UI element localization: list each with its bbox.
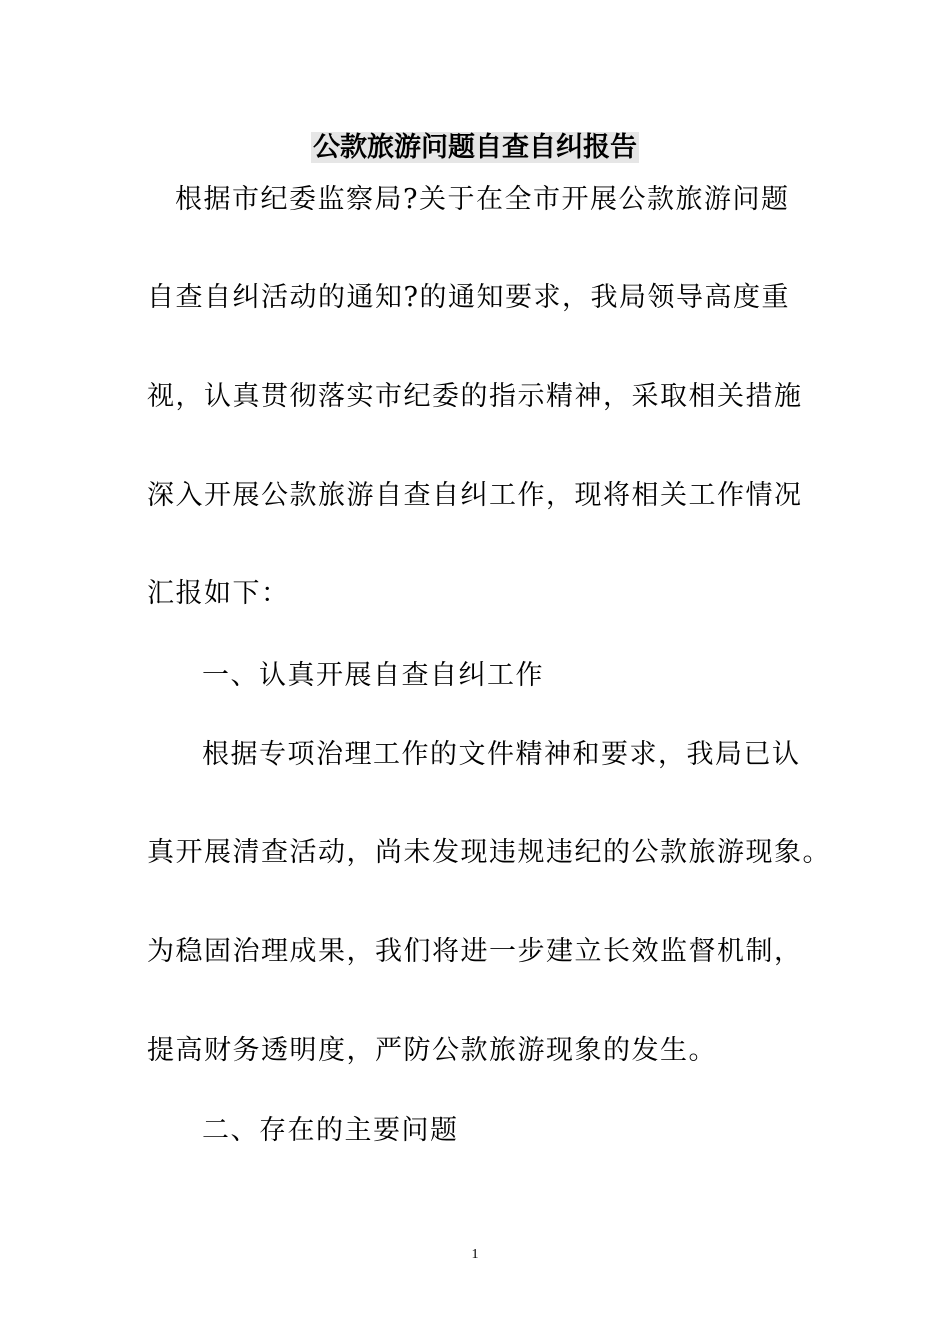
paragraph-line: 真开展清查活动，尚未发现违规违纪的公款旅游现象。 (147, 837, 831, 868)
paragraph-line: 根据专项治理工作的文件精神和要求，我局已认 (202, 739, 801, 770)
document-title (0, 128, 950, 168)
paragraph-line: 根据市纪委监察局?关于在全市开展公款旅游问题 (175, 184, 790, 215)
paragraph-line: 视，认真贯彻落实市纪委的指示精神，采取相关措施 (147, 381, 803, 412)
paragraph-line: 为稳固治理成果，我们将进一步建立长效监督机制， (147, 936, 803, 967)
title-text: 公款旅游问题自查自纠报告 (313, 132, 637, 163)
paragraph-line: 自查自纠活动的通知?的通知要求，我局领导高度重 (147, 282, 790, 313)
paragraph-line: 提高财务透明度，严防公款旅游现象的发生。 (147, 1035, 717, 1066)
section-heading: 二、存在的主要问题 (202, 1115, 459, 1146)
section-heading: 一、认真开展自查自纠工作 (202, 660, 544, 691)
paragraph-line: 汇报如下： (147, 578, 290, 609)
page-number: 1 (471, 1247, 479, 1262)
paragraph-line: 深入开展公款旅游自查自纠工作，现将相关工作情况 (147, 480, 803, 511)
